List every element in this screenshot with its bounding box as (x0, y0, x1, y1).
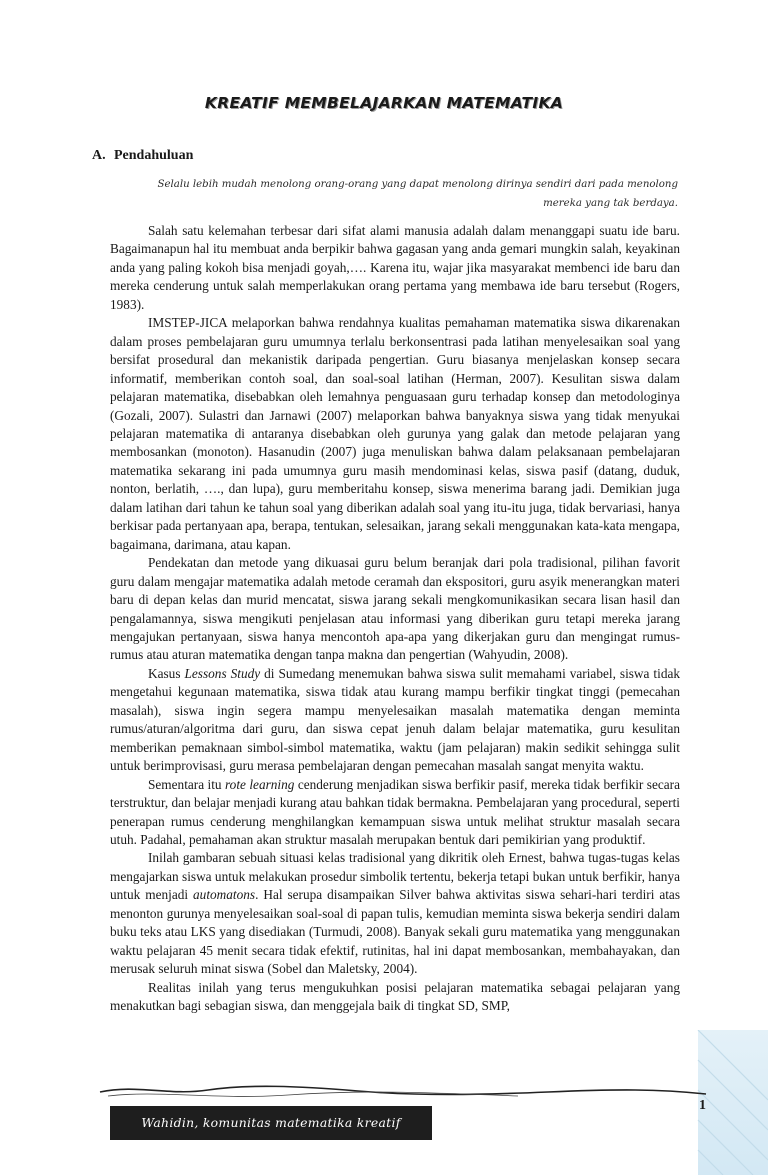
paragraph (110, 665, 680, 776)
paragraph-text: Kasus (148, 665, 185, 681)
section-title: Pendahuluan (114, 148, 194, 163)
corner-decoration (698, 1030, 768, 1175)
paragraph (110, 776, 680, 850)
paragraph-emphasis: Lessons Study (184, 665, 261, 681)
section-heading (92, 148, 193, 164)
paragraph-emphasis: rote learning (225, 776, 295, 792)
paragraph (110, 849, 680, 978)
epigraph-quote (150, 175, 678, 213)
paragraph-emphasis: automatons (193, 887, 256, 903)
paragraph: Realitas inilah yang terus mengukuhkan posisi pelajaran matematika sebagai pelajaran yang menakutkan bagi sebagian siswa, dan menggejala baik di tingkat SD, SMP, (110, 979, 680, 1014)
page-number: 1 (699, 1098, 706, 1113)
section-number: A. (92, 148, 106, 163)
paragraph-text: Inilah gambaran sebuah situasi kelas tradisional yang dikritik oleh Ernest, bahwa tugas-tugas kelas mengajarkan siswa untuk melakukan prosedur simbolik tertentu, bekerja tetapi bukan untuk berfikir, hanya untuk menjadi (110, 850, 680, 903)
paragraph-text: . Hal serupa disampaikan Silver bahwa aktivitas siswa sehari-hari terdiri atas menonton gurunya menyelesaikan soal-soal di papan tulis, kemudian meminta siswa bekerja sendiri dalam buku teks atau LKS yang disediakan (Turmudi, 2008). Banyak sekali guru matematika yang menggunakan waktu pelajaran 45 menit secara tidak efektif, rutinitas, hal ini dapat membosankan, membahayakan, dan merusak seluruh minat siswa (Sobel dan Maletsky, 2004). (110, 887, 680, 977)
paragraph-text: Sementara itu (148, 776, 225, 792)
paragraph: IMSTEP-JICA melaporkan bahwa rendahnya kualitas pemahaman matematika siswa dikarenakan dalam proses pembelajaran guru umumnya terlalu berkonsentrasi pada latihan menyelesaikan soal yang bersifat prosedural dan mekanistik daripada pengertian. Guru biasanya menjelaskan konsep secara informatif, memberikan contoh soal, dan soal-soal latihan (Herman, 2007). Kesulitan siswa dalam pelajaran matematika, disebabkan oleh lemahnya penguasaan guru terhadap konsep dan metodologinya (Gozali, 2007). Sulastri dan Jarnawi (2007) melaporkan bahwa banyaknya siswa yang tidak menyukai pelajaran matematika di antaranya disebabkan oleh gurunya yang galak dan metode pelajaran yang membosankan (monoton). Hasanudin (2007) juga menuliskan bahwa dalam pelaksanaan pembelajaran matematika sekarang ini pada umumnya guru masih mendominasi kelas, siswa pasif (datang, duduk, nonton, berlatih, …., dan lupa), guru memberitahu konsep, siswa menerima barang jadi. Demikian juga dalam latihan dari tahun ke tahun soal yang diberikan adalah soal yang itu-itu juga, tidak bervariasi, hanya berkisar pada pertanyaan apa, berapa, tentukan, selesaikan, jarang sekali menggunakan kata-kata mengapa, bagaimana, darimana, atau kapan. (110, 315, 680, 552)
paragraph-text: di Sumedang menemukan bahwa siswa sulit memahami variabel, siswa tidak mengetahui kegunaan matematika, siswa tidak atau kurang mampu berfikir tingkat tinggi (pemecahan masalah), siswa ingin segera mampu menyelesaikan masalah matematika dengan meminta rumus/aturan/algoritma dari guru, dan siswa cepat jenuh dalam belajar matematika, guru kesulitan memberikan pemaknaan simbol-simbol matematika, waktu (jam pelajaran) makin sedikit sehingga sulit untuk berimprovisasi, guru merasa pembelajaran dengan pemecahan masalah sangat menyita waktu. (110, 665, 681, 774)
paragraph-text: cenderung menjadikan siswa berfikir pasif, mereka tidak berfikir secara terstruktur, dan belajar menjadi kurang atau bahkan tidak bermakna. Pembelajaran yang procedural, seperti penerapan rumus cenderung menghilangkan kemampuan siswa untuk melihat struktur masalah secara utuh. Padahal, pemahaman akan struktur masalah merupakan bentuk dari pemikirian yang produktif. (110, 776, 680, 847)
paragraph: Pendekatan dan metode yang dikuasai guru belum beranjak dari pola tradisional, pilihan favorit guru dalam mengajar matematika adalah metode ceramah dan ekspositori, guru asyik menerangkan materi baru di depan kelas dan murid mencatat, siswa jarang sekali mengkomunikasikan secara lisan hasil dan pengalamannya, siswa mengikuti penjelasan atau informasi yang diberikan guru tetapi mereka jarang mengajukan pertanyaan, siswa hanya mencontoh apa-apa yang dikerjakan guru dan mengingat rumus-rumus atau aturan matematika dengan tanpa makna dan pengertian (Wahyudin, 2008). (110, 555, 680, 663)
paragraph: Salah satu kelemahan terbesar dari sifat alami manusia adalah dalam menanggapi suatu ide baru. Bagaimanapun hal itu membuat anda berpikir bahwa gagasan yang anda gemari mungkin salah, keyakinan anda yang paling kokoh bisa menjadi goyah,…. Karena itu, wajar jika masyarakat membenci ide baru dan mereka cenderung untuk salah memperlakukan orang pertama yang membawa ide baru tersebut (Rogers, 1983). (110, 223, 680, 312)
document-title: KREATIF MEMBELAJARKAN MATEMATIKA (204, 94, 564, 112)
footer-label: Wahidin, komunitas matematika kreatif UHAMKA (110, 1106, 432, 1140)
body-text (110, 222, 680, 1015)
quote-line-2: mereka yang tak berdaya. (543, 198, 678, 209)
quote-line-1: Selalu lebih mudah menolong orang-orang yang dapat menolong dirinya sendiri dari pada menolong (157, 179, 678, 190)
